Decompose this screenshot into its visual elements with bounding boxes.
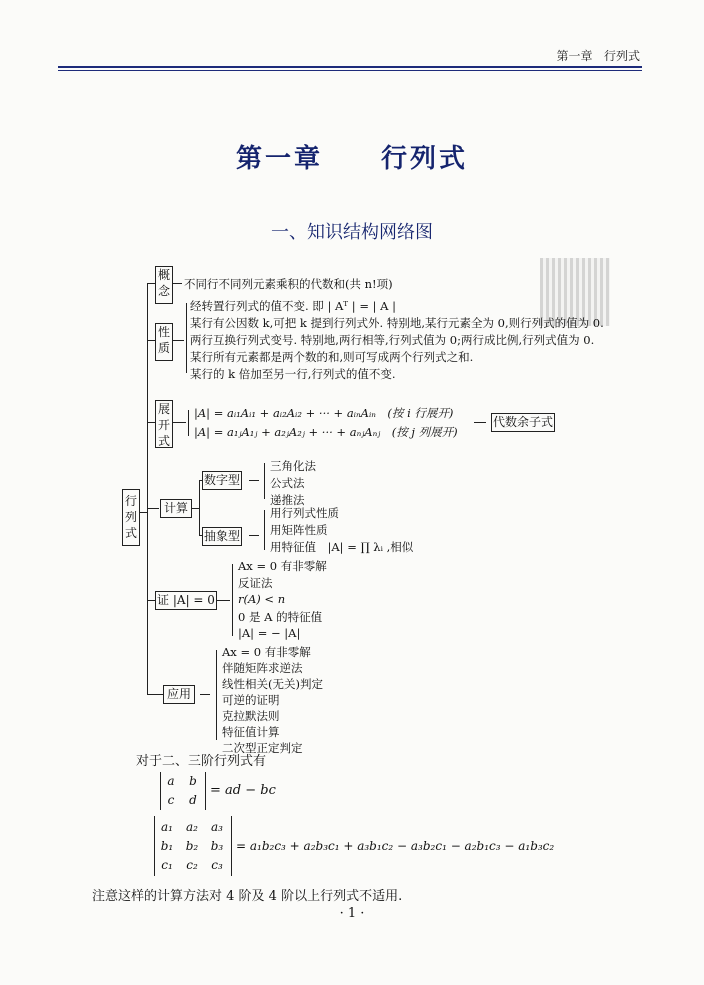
det3-cell: a₃ bbox=[211, 820, 223, 834]
det3-cell: b₂ bbox=[185, 839, 199, 853]
proof-method: |A| = − |A| bbox=[238, 626, 301, 640]
application-node: 应用 bbox=[163, 685, 195, 704]
properties-node: 性质 bbox=[155, 323, 173, 361]
concept-node: 概念 bbox=[155, 266, 173, 304]
note-text: 注意这样的计算方法对 4 阶及 4 阶以上行列式不适用. bbox=[92, 889, 403, 904]
abstract-type-node: 抽象型 bbox=[202, 527, 242, 546]
proof-method: Ax = 0 有非零解 bbox=[238, 559, 327, 573]
property-item: 经转置行列式的值不变. 即 | Aᵀ | = | A | bbox=[190, 299, 396, 313]
proof-method: 0 是 A 的特征值 bbox=[238, 610, 323, 624]
intro-text: 对于二、三阶行列式有 bbox=[136, 754, 267, 769]
det2-cell: d bbox=[189, 793, 197, 807]
expansion-node: 展开式 bbox=[155, 400, 173, 448]
chapter-title: 第一章 行列式 bbox=[235, 144, 468, 174]
proof-method: 反证法 bbox=[238, 576, 273, 590]
det3-cell: a₂ bbox=[186, 820, 198, 834]
proof-method: r(A) < n bbox=[238, 592, 286, 606]
det3-cell: b₁ bbox=[160, 839, 174, 853]
property-item: 某行所有元素都是两个数的和,则可写成两个行列式之和. bbox=[190, 350, 474, 364]
header-title: 行列式 bbox=[603, 49, 640, 63]
concept-text: 不同行不同列元素乘积的代数和(共 n!项) bbox=[184, 277, 393, 291]
property-item: 两行互换行列式变号. 特别地,两行相等,行列式值为 0;两行成比例,行列式值为 0. bbox=[190, 333, 595, 347]
numeric-type-node: 数字型 bbox=[202, 471, 242, 490]
numeric-method: 递推法 bbox=[270, 493, 305, 507]
det3-cell: a₁ bbox=[161, 820, 173, 834]
det2-cell: b bbox=[189, 774, 197, 788]
application-item: Ax = 0 有非零解 bbox=[222, 645, 311, 659]
page-number: · 1 · bbox=[339, 906, 365, 921]
property-item: 某行的 k 倍加至另一行,行列式的值不变. bbox=[190, 367, 396, 381]
application-item: 二次型正定判定 bbox=[222, 741, 303, 755]
running-header bbox=[557, 47, 640, 64]
abstract-method: 用特征值 |A| = ∏ λᵢ ,相似 bbox=[270, 540, 414, 554]
column-expansion-formula: |A| = a₁ⱼA₁ⱼ + a₂ⱼA₂ⱼ + ··· + aₙⱼAₙⱼ (按 j 列展开) bbox=[194, 425, 458, 439]
numeric-method: 三角化法 bbox=[270, 459, 316, 473]
application-item: 可逆的证明 bbox=[222, 693, 280, 707]
header-rule-thin bbox=[58, 70, 642, 71]
property-item: 某行有公因数 k,可把 k 提到行列式外. 特别地,某行元素全为 0,则行列式的值为 0. bbox=[190, 316, 604, 330]
det3-result: = a₁b₂c₃ + a₂b₃c₁ + a₃b₁c₂ − a₃b₂c₁ − a₂b₁c₃ − a₁b₃c₂ bbox=[236, 839, 555, 853]
prove-zero-node: 证 |A| = 0 bbox=[155, 591, 217, 610]
det2-cell: a bbox=[167, 774, 175, 788]
det2-result: = ad − bc bbox=[210, 783, 276, 798]
section-title: 一、知识结构网络图 bbox=[271, 222, 433, 243]
application-item: 线性相关(无关)判定 bbox=[222, 677, 323, 691]
calculation-node: 计算 bbox=[160, 499, 192, 518]
header-rule bbox=[58, 66, 642, 68]
det2-cell: c bbox=[167, 793, 175, 807]
abstract-method: 用矩阵性质 bbox=[270, 523, 328, 537]
det3-cell: c₂ bbox=[186, 858, 198, 872]
application-item: 伴随矩阵求逆法 bbox=[222, 661, 303, 675]
numeric-method: 公式法 bbox=[270, 476, 305, 490]
root-node: 行列式 bbox=[122, 489, 140, 546]
application-item: 特征值计算 bbox=[222, 725, 280, 739]
abstract-method: 用行列式性质 bbox=[270, 506, 339, 520]
row-expansion-formula: |A| = aᵢ₁Aᵢ₁ + aᵢ₂Aᵢ₂ + ··· + aᵢₙAᵢₙ (按 i 行展开) bbox=[194, 406, 454, 420]
header-chapter: 第一章 bbox=[556, 49, 593, 63]
det3-cell: c₃ bbox=[211, 858, 223, 872]
application-item: 克拉默法则 bbox=[222, 709, 280, 723]
main-trunk bbox=[147, 283, 148, 695]
cofactor-node: 代数余子式 bbox=[491, 413, 555, 432]
det3-cell: c₁ bbox=[161, 858, 173, 872]
det3-cell: b₃ bbox=[210, 839, 224, 853]
